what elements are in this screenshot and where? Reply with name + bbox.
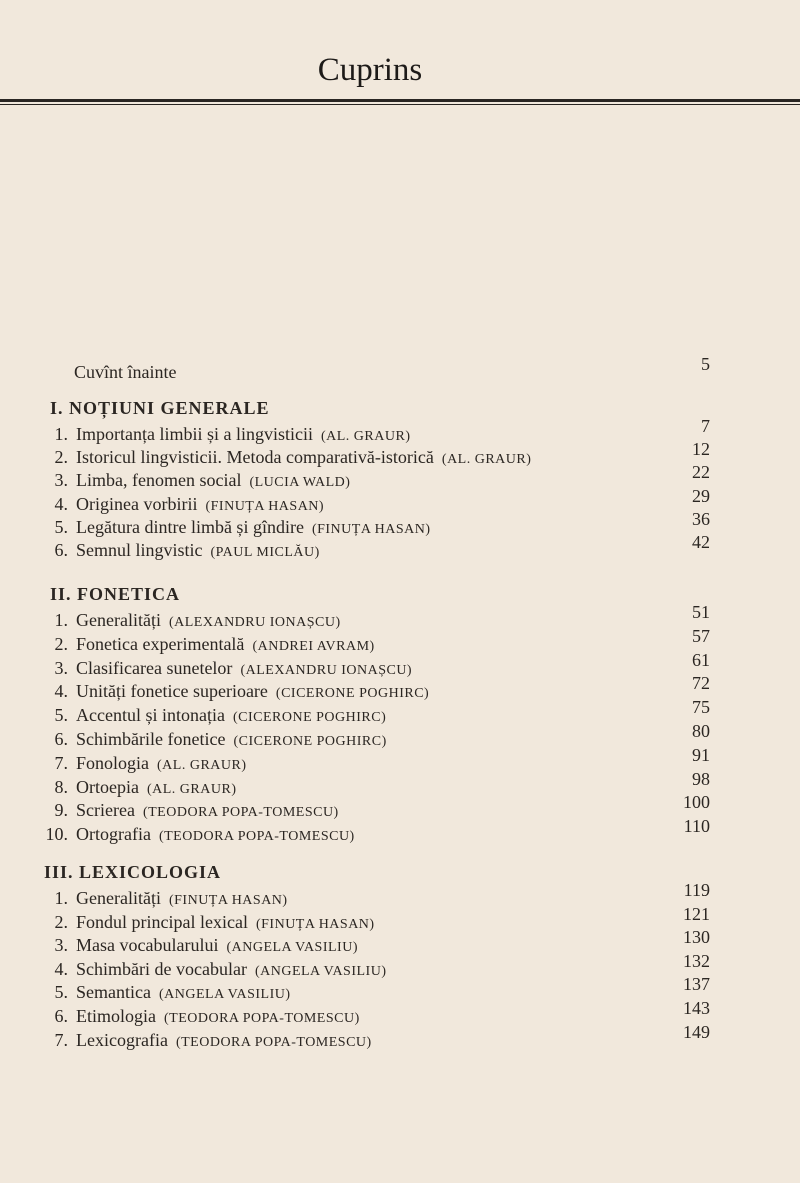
section-heading-text: I. NOȚIUNI GENERALE [50, 398, 270, 418]
entry-title: Lexicografia [76, 1029, 168, 1050]
entry-page-number: 61 [692, 649, 710, 670]
section-heading-text: II. FONETICA [50, 584, 181, 604]
entry-page-number: 80 [692, 721, 710, 741]
entry-author: (FINUȚA HASAN) [205, 498, 325, 514]
entry-title: Generalități [76, 888, 161, 908]
foreword-page: 5 [701, 354, 710, 374]
entry-author: (PAUL MICLĂU) [210, 545, 320, 560]
entry-title: Schimbări de vocabular [76, 958, 247, 979]
entry-author: (TEODORA POPA-TOMESCU) [142, 805, 339, 821]
entry-author: (FINUȚA HASAN) [311, 521, 431, 537]
entry-number: 3. [54, 470, 68, 491]
entry-author: (ANDREI AVRAM) [252, 638, 375, 654]
entry-page-number: 121 [683, 903, 710, 924]
entry-number: 2. [54, 447, 68, 468]
entry-number: 10. [45, 824, 68, 845]
entry-title: Clasificarea sunetelor [76, 657, 233, 678]
entry-number: 8. [54, 776, 68, 797]
entry-author: (CICERONE POGHIRC) [233, 734, 387, 749]
entry-author: (AL. GRAUR) [441, 452, 532, 468]
entry-page-number: 29 [692, 485, 710, 506]
entry-author: (LUCIA WALD) [249, 475, 351, 491]
entry-title: Originea vorbirii [76, 493, 198, 514]
entry-number: 3. [54, 657, 68, 678]
entry-author: (ANGELA VASILIU) [158, 987, 291, 1003]
entry-title: Ortoepia [76, 776, 139, 797]
entry-author: (ANGELA VASILIU) [226, 940, 358, 956]
entry-number: 7. [54, 752, 68, 773]
entry-page-number: 75 [692, 697, 710, 718]
entry-title: Masa vocabularului [76, 935, 219, 956]
entry-title: Semantica [76, 982, 151, 1003]
entry-number: 3. [54, 935, 68, 956]
entry-page-number: 100 [683, 792, 710, 813]
entry-title: Istoricul lingvisticii. Metoda comparativă-istorică [76, 447, 434, 468]
entry-number: 6. [54, 540, 68, 560]
entry-page-number: 110 [683, 816, 710, 837]
entry-page-number: 98 [692, 768, 710, 789]
entry-page-number: 91 [692, 744, 710, 765]
entry-title: Fondul principal lexical [76, 911, 248, 932]
entry-number: 6. [54, 729, 68, 749]
page-title: Cuprins [317, 52, 423, 88]
entry-page-number: 22 [692, 462, 710, 483]
section-heading [44, 860, 221, 884]
entry-page-number: 7 [701, 416, 710, 436]
entry-author: (TEODORA POPA-TOMESCU) [164, 1011, 360, 1026]
entry-page-number: 149 [683, 1021, 710, 1042]
title-rule-thin [0, 104, 800, 105]
entry-page-number: 57 [692, 625, 710, 646]
entry-number: 5. [54, 705, 68, 726]
entry-page-number: 130 [683, 927, 710, 948]
entry-number: 1. [54, 888, 68, 908]
entry-number: 2. [54, 633, 68, 654]
entry-page-number: 119 [683, 880, 710, 900]
entry-number: 1. [54, 610, 68, 630]
entry-page-number: 143 [683, 998, 710, 1018]
entry-author: (TEODORA POPA-TOMESCU) [175, 1034, 372, 1050]
entry-number: 4. [54, 493, 68, 514]
entry-number: 7. [54, 1029, 68, 1050]
entry-number: 9. [54, 800, 68, 821]
entry-title: Accentul și intonația [76, 705, 225, 726]
entry-author: (CICERONE POGHIRC) [275, 686, 430, 702]
title-rule-thick [0, 99, 800, 102]
entry-page-number: 42 [692, 532, 710, 552]
entry-author: (ALEXANDRU IONAȘCU) [168, 615, 341, 630]
entry-author: (FINUȚA HASAN) [255, 916, 375, 932]
entry-number: 6. [54, 1006, 68, 1026]
entry-title: Unități fonetice superioare [76, 681, 268, 702]
entry-author: (AL. GRAUR) [320, 429, 411, 444]
entry-page-number: 137 [683, 974, 710, 995]
entry-author: (FINUȚA HASAN) [168, 893, 288, 908]
section-heading [50, 396, 270, 420]
entry-title: Etimologia [76, 1006, 156, 1026]
entry-page-number: 132 [683, 950, 710, 971]
entry-page-number: 51 [692, 602, 710, 622]
entry-number: 5. [54, 982, 68, 1003]
entry-page-number: 36 [692, 508, 710, 529]
entry-number: 5. [54, 516, 68, 537]
entry-title: Importanța limbii și a lingvisticii [76, 424, 313, 444]
entry-title: Fonologia [76, 752, 150, 773]
entry-title: Limba, fenomen social [76, 470, 242, 491]
entry-title: Scrierea [76, 800, 135, 821]
entry-number: 1. [54, 424, 68, 444]
entry-title: Generalități [76, 610, 161, 630]
entry-author: (ANGELA VASILIU) [254, 963, 387, 979]
entry-page-number: 72 [692, 673, 710, 694]
section-heading-text: III. LEXICOLOGIA [44, 862, 222, 882]
foreword-label: Cuvînt înainte [74, 362, 177, 382]
entry-author: (AL. GRAUR) [146, 781, 237, 797]
entry-author: (ALEXANDRU IONAȘCU) [240, 662, 413, 678]
entry-title: Schimbările fonetice [76, 729, 226, 749]
entry-number: 4. [54, 958, 68, 979]
entry-title: Legătura dintre limbă și gîndire [76, 516, 304, 537]
entry-title: Fonetica experimentală [76, 633, 245, 654]
entry-title: Semnul lingvistic [76, 540, 203, 560]
entry-number: 2. [54, 911, 68, 932]
entry-title: Ortografia [76, 824, 151, 845]
entry-page-number: 12 [692, 439, 710, 460]
entry-author: (AL. GRAUR) [157, 757, 247, 773]
section-heading [50, 582, 180, 606]
entry-author: (TEODORA POPA-TOMESCU) [158, 829, 355, 845]
entry-number: 4. [54, 681, 68, 702]
entry-author: (CICERONE POGHIRC) [232, 710, 387, 726]
